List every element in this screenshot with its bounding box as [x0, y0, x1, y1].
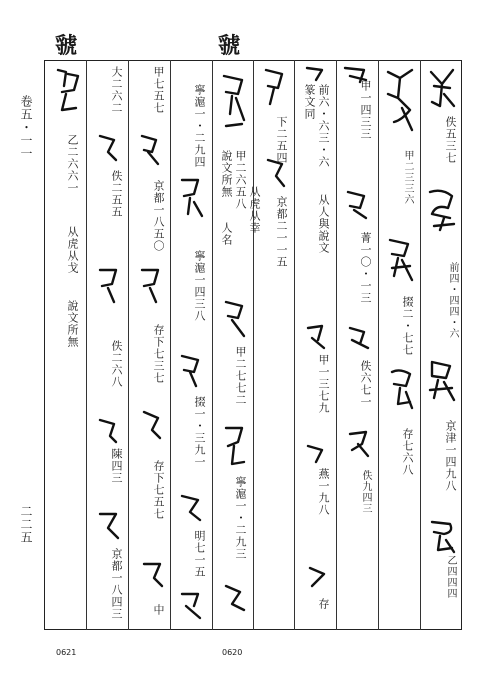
oracle-bone-glyph	[260, 64, 290, 108]
volume-label: 卷五・一一	[19, 95, 33, 160]
citation-note: 从虎从幸	[248, 186, 261, 234]
citation: 存下七五七	[152, 460, 165, 520]
oracle-bone-glyph	[342, 186, 372, 222]
citation: 甲一四三三	[359, 80, 372, 140]
citation: 存七六八	[401, 428, 414, 476]
citation: 佚二五五	[110, 170, 123, 218]
column-rule	[170, 60, 171, 630]
oracle-bone-glyph	[138, 406, 166, 444]
column-rule	[294, 60, 295, 630]
column-rule	[86, 60, 87, 630]
oracle-bone-glyph	[384, 232, 416, 288]
oracle-bone-glyph	[424, 356, 460, 404]
citation: 存	[317, 598, 330, 610]
citation: 甲二三三六	[402, 150, 413, 205]
oracle-bone-glyph	[220, 580, 250, 616]
oracle-bone-glyph	[94, 414, 122, 446]
header-left-character: 虢	[55, 33, 78, 59]
citation: 存下七三七	[152, 324, 165, 384]
citation-note: 篆文同	[303, 84, 316, 120]
citation: 佚二六八	[110, 340, 123, 388]
citation: 从虎从戈	[66, 226, 79, 274]
citation: 前四・四四・六	[447, 262, 458, 339]
citation: 甲二六五八	[234, 150, 247, 210]
oracle-bone-glyph	[426, 64, 458, 112]
oracle-bone-glyph	[386, 364, 416, 414]
citation: 燕一九八	[317, 468, 330, 516]
citation: 寧滬一・二九四	[193, 84, 206, 168]
citation: 甲二七七二	[234, 346, 247, 406]
oracle-bone-glyph	[424, 186, 460, 234]
column-rule	[212, 60, 213, 630]
column-rule	[128, 60, 129, 630]
citation: 中	[152, 604, 165, 616]
footer-page-number-left: 0621	[56, 648, 77, 657]
citation: 掇一・三九一	[193, 396, 206, 468]
citation: 乙二六六一	[66, 134, 79, 194]
citation: 大二六二	[110, 66, 123, 114]
page-number-label: 二二五	[19, 505, 33, 544]
oracle-bone-glyph	[220, 296, 250, 342]
oracle-bone-glyph	[176, 586, 206, 622]
oracle-bone-glyph	[94, 506, 122, 544]
oracle-bone-glyph	[94, 262, 122, 308]
oracle-bone-glyph	[176, 172, 206, 222]
citation: 掇二・七七	[401, 296, 414, 356]
oracle-bone-glyph	[218, 68, 248, 140]
citation: 寧滬一・二九三	[234, 476, 247, 560]
oracle-bone-glyph	[302, 62, 328, 84]
citation: 从人與說文	[317, 194, 330, 254]
citation: 京都二一一五	[275, 196, 288, 268]
footer-page-number-center: 0620	[222, 648, 243, 657]
citation: 寧滬一四三八	[193, 250, 206, 322]
oracle-bone-glyph	[138, 556, 166, 592]
citation: 京都一八四三	[110, 548, 123, 620]
column-rule	[253, 60, 254, 630]
oracle-bone-glyph	[94, 130, 122, 166]
column-rule	[336, 60, 337, 630]
citation: 京都一八五〇	[152, 180, 165, 252]
citation: 菁一〇・一三	[359, 232, 372, 304]
oracle-bone-glyph	[136, 262, 164, 308]
oracle-bone-glyph	[302, 562, 330, 592]
oracle-bone-glyph	[220, 420, 250, 472]
citation: 下二五四	[275, 116, 288, 164]
oracle-bone-glyph	[344, 426, 372, 462]
citation: 佚六七一	[359, 360, 372, 408]
citation-note: 人名	[220, 222, 233, 246]
column-rule	[378, 60, 379, 630]
citation: 明七一五	[193, 530, 206, 578]
header-right-character: 虢	[218, 33, 241, 59]
citation: 前六・六三・六	[317, 84, 330, 168]
oracle-bone-glyph	[344, 322, 372, 356]
citation: 佚五三七	[444, 116, 457, 164]
oracle-bone-glyph	[52, 64, 82, 116]
oracle-bone-glyph	[176, 350, 206, 392]
oracle-bone-glyph	[262, 154, 290, 190]
citation: 乙四四四	[445, 555, 456, 599]
citation: 甲七五七	[152, 66, 165, 114]
oracle-bone-glyph	[302, 320, 330, 352]
citation: 京津一四九八	[444, 420, 457, 492]
oracle-bone-glyph	[302, 440, 330, 468]
oracle-bone-glyph	[426, 516, 458, 556]
oracle-bone-glyph	[382, 64, 416, 136]
oracle-bone-glyph	[176, 490, 206, 524]
oracle-bone-glyph	[340, 62, 370, 88]
oracle-bone-glyph	[136, 130, 164, 170]
citation: 佚九四三	[360, 470, 371, 514]
citation: 甲一三七九	[317, 354, 330, 414]
citation-note: 說文所無	[220, 150, 233, 198]
citation: 說文所無	[66, 300, 79, 348]
citation: 陳四三	[110, 448, 123, 484]
column-rule	[420, 60, 421, 630]
